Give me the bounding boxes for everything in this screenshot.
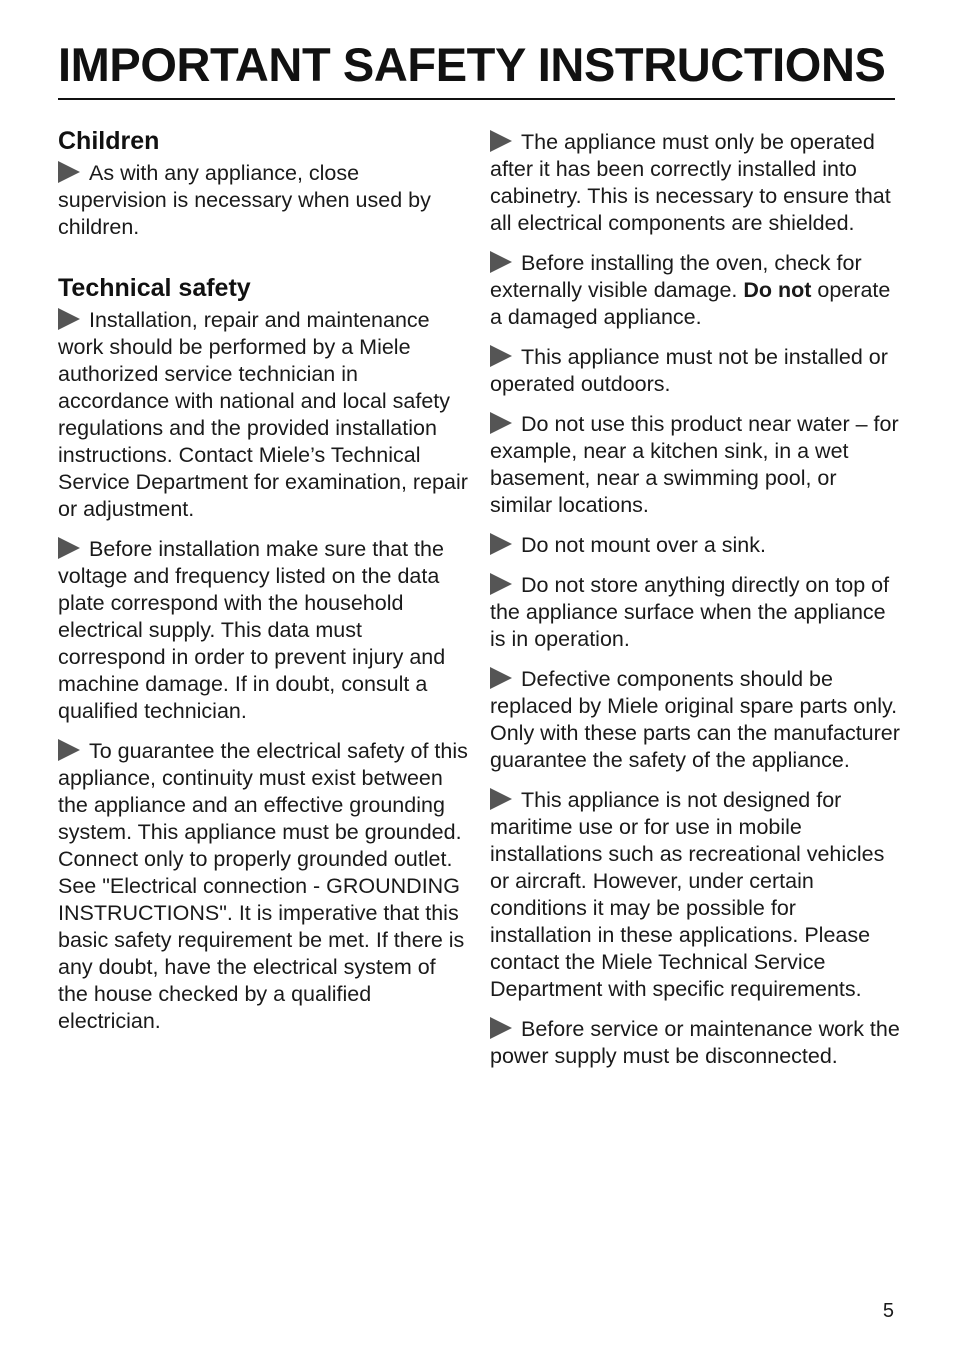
safety-item-right-7 [490,666,900,774]
safety-item-technical-3 [58,738,468,1035]
triangle-arrow-icon [490,533,512,555]
safety-item-text: This appliance is not designed for maritime use or for use in mobile installations such as recreational vehicles or aircraft. However, under certain conditions it may be possible for installation in these applications. Please contact the Miele Technical Service Department with specific requirements. [490,788,885,1001]
section-heading-children: Children [58,127,160,155]
safety-item-right-4 [490,411,900,519]
safety-item-text: As with any appliance, close supervision is necessary when used by children. [58,161,431,239]
safety-item-right-5 [490,532,900,559]
safety-item-right-9 [490,1016,900,1070]
safety-item-right-1 [490,129,900,237]
emphasis-text: Do not [743,278,812,302]
page-number: 5 [882,1300,894,1322]
safety-item-text: The appliance must only be operated after it has been correctly installed into cabinetry. This is necessary to ensure that all electrical components are shielded. [490,130,891,235]
triangle-arrow-icon [58,739,80,761]
safety-item-text: Defective components should be replaced by Miele original spare parts only. Only with these parts can the manufacturer guarantee the safety of the appliance. [490,667,900,772]
safety-item-right-2 [490,250,900,331]
page-title: IMPORTANT SAFETY INSTRUCTIONS [58,38,886,91]
triangle-arrow-icon [58,537,80,559]
safety-item-children-1 [58,160,468,241]
safety-item-text: This appliance must not be installed or operated outdoors. [490,345,888,396]
safety-item-text: Before installing the oven, check for externally visible damage. [490,251,862,302]
safety-item-technical-1 [58,307,468,523]
safety-item-text: Before installation make sure that the voltage and frequency listed on the data plate correspond with the household electrical supply. This data must correspond in order to prevent injury and machine damage. If in doubt, consult a qualified technician. [58,537,446,723]
safety-item-text: Before service or maintenance work the power supply must be disconnected. [490,1017,900,1068]
triangle-arrow-icon [490,412,512,434]
safety-item-text: Do not use this product near water – for example, near a kitchen sink, in a wet basement, near a swimming pool, or similar locations. [490,412,899,517]
triangle-arrow-icon [58,161,80,183]
safety-item-text: To guarantee the electrical safety of this appliance, continuity must exist between the appliance and an effective grounding system. This appliance must be grounded. Connect only to properly grounded outlet. See "Electrical connection - GROUNDING INSTRUCTIONS". It is imperative that this basic safety requirement be met. If there is any doubt, have the electrical system of the house checked by a qualified electrician. [58,739,468,1033]
triangle-arrow-icon [490,345,512,367]
triangle-arrow-icon [490,788,512,810]
triangle-arrow-icon [490,667,512,689]
triangle-arrow-icon [490,130,512,152]
triangle-arrow-icon [490,1017,512,1039]
safety-item-text: Do not mount over a sink. [521,533,766,557]
safety-item-text: operate a damaged appliance. [490,278,891,329]
triangle-arrow-icon [490,251,512,273]
safety-item-text: Installation, repair and maintenance work should be performed by a Miele authorized service technician in accordance with national and local safety regulations and the provided installation instructions. Contact Miele’s Technical Service Department for examination, repair or adjustment. [58,308,468,521]
right-column [490,129,900,1083]
safety-item-technical-2 [58,536,468,725]
triangle-arrow-icon [58,308,80,330]
safety-item-right-3 [490,344,900,398]
left-column [58,122,468,1048]
safety-item-right-8 [490,787,900,1003]
safety-item-text: Do not store anything directly on top of the appliance surface when the appliance is in operation. [490,573,890,651]
title-divider [58,98,895,100]
safety-item-right-6 [490,572,900,653]
section-heading-technical-safety: Technical safety [58,274,251,302]
triangle-arrow-icon [490,573,512,595]
